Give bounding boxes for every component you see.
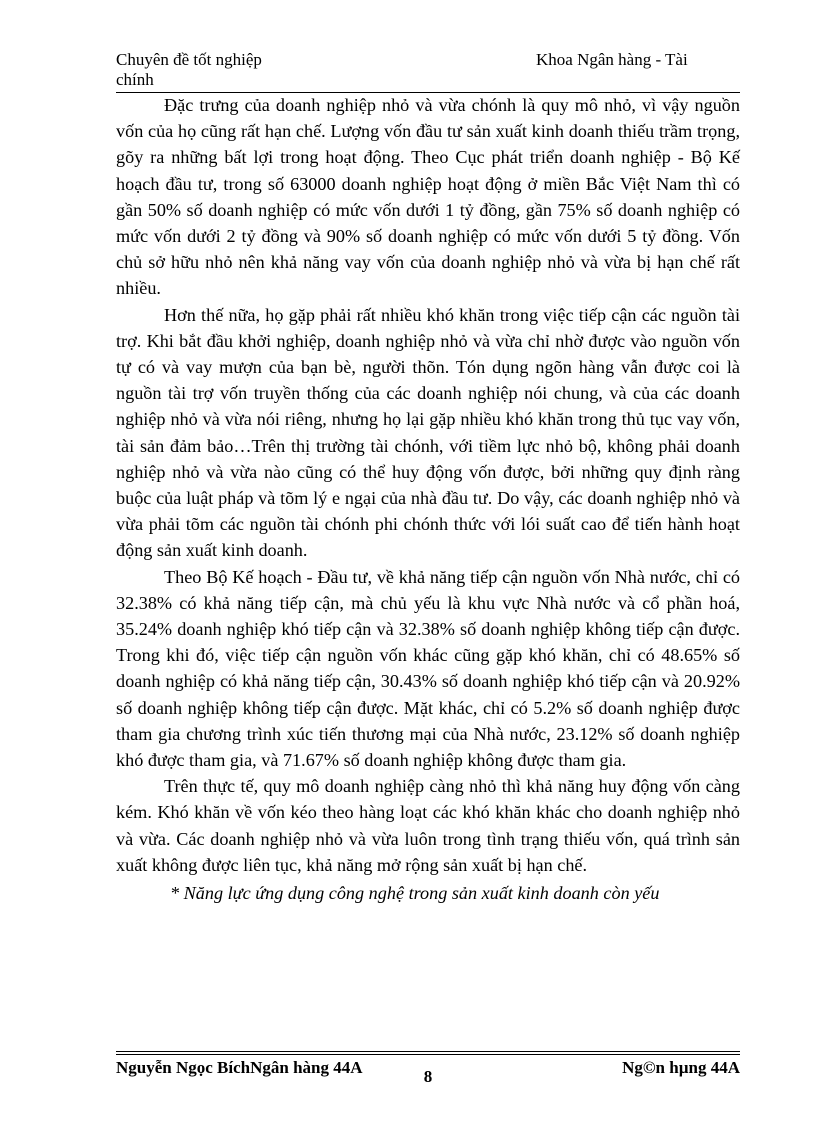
paragraph-funding-access: Hơn thế nữa, họ gặp phải rất nhiều khó khăn trong việc tiếp cận các nguồn tài trợ. Khi bắt đầu khởi nghiệp, doanh nghiệp nhỏ và vừa chỉ nhờ được vào nguồn vốn tự có và vay mượn của bạn bè, người thõn. Tón dụng ngõn hàng vẫn được coi là nguồn tài trợ vốn truyền thống của các doanh nghiệp nói chung, và của các doanh nghiệp nhỏ và vừa nói riêng, nhưng họ lại gặp nhiều khó khăn trong thủ tục vay vốn, tài sản đảm bảo…Trên thị trường tài chónh, với tiềm lực nhỏ bộ, không phải doanh nghiệp nhỏ và vừa nào cũng có thể huy động vốn được, bởi những quy định ràng buộc của luật pháp và tõm lý e ngại của nhà đầu tư. Do vậy, các doanh nghiệp nhỏ và vừa phải tõm các nguồn tài chónh phi chónh thức với lói suất cao để tiến hành hoạt động sản xuất kinh doanh. [116,304,740,561]
paragraph-state-capital-statistics: Theo Bộ Kế hoạch - Đầu tư, về khả năng tiếp cận nguồn vốn Nhà nước, chỉ có 32.38% có khả năng tiếp cận, mà chủ yếu là khu vực Nhà nước và cổ phần hoá, 35.24% doanh nghiệp khó tiếp cận và 32.38% số doanh nghiệp không tiếp cận được. Trong khi đó, việc tiếp cận nguồn vốn khác cũng gặp khó khăn, chỉ có 48.65% số doanh nghiệp có khả năng tiếp cận, 30.43% số doanh nghiệp khó tiếp cận và 20.92% số doanh nghiệp không tiếp cận được. Mặt khác, chỉ có 5.2% số doanh nghiệp được tham gia chương trình xúc tiến thương mại của Nhà nước, 23.12% số doanh nghiệp khó được tham gia, và 71.67% số doanh nghiệp không được tham gia. [116,566,740,771]
footer-department: Ng©n hµng 44A [622,1058,740,1077]
footer-divider-bottom [116,1054,740,1055]
page-header [116,50,740,92]
header-document-title: Chuyên đề tốt nghiệp chính [116,50,262,89]
page-number: 8 [423,1067,433,1086]
paragraph-capital-mobilization: Trên thực tế, quy mô doanh nghiệp càng nhỏ thì khả năng huy động vốn càng kém. Khó khăn về vốn kéo theo hàng loạt các khó khăn khác cho doanh nghiệp nhỏ và vừa. Các doanh nghiệp nhỏ và vừa luôn trong tình trạng thiếu vốn, quá trình sản xuất không được liên tục, khả năng mở rộng sản xuất bị hạn chế. [116,776,740,875]
section-subheading: * Năng lực ứng dụng công nghệ trong sản xuất kinh doanh còn yếu [170,883,660,904]
footer-author: Nguyễn Ngọc BíchNgân hàng 44A [116,1058,363,1077]
document-body [116,92,740,906]
footer-divider-top [116,1051,740,1052]
header-faculty-name: Khoa Ngân hàng - Tài [536,50,688,69]
paragraph-capital-limits: Đặc trưng của doanh nghiệp nhỏ và vừa chónh là quy mô nhỏ, vì vậy nguồn vốn của họ cũng rất hạn chế. Lượng vốn đầu tư sản xuất kinh doanh thiếu trầm trọng, gõy ra những bất lợi trong hoạt động. Theo Cục phát triển doanh nghiệp - Bộ Kế hoạch đầu tư, trong số 63000 doanh nghiệp hoạt động ở miền Bắc Việt Nam thì có gần 50% số doanh nghiệp có mức vốn dưới 1 tỷ đồng, gần 75% số doanh nghiệp có mức vốn dưới 2 tỷ đồng và 90% số doanh nghiệp có mức vốn dưới 5 tỷ đồng. Vốn chủ sở hữu nhỏ nên khả năng vay vốn của doanh nghiệp nhỏ và vừa bị hạn chế rất nhiều. [116,95,740,299]
